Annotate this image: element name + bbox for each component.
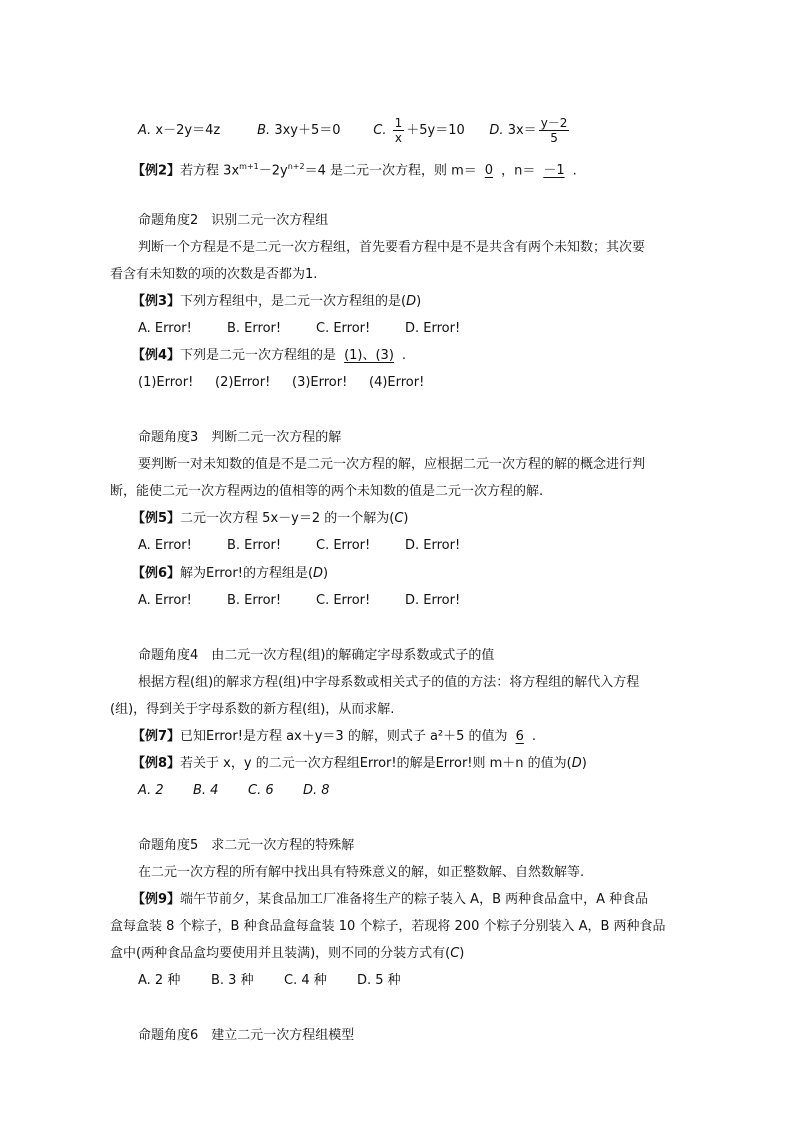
example-text: 解为Error!的方程组是( [180, 566, 314, 581]
example-tag: 【例8】 [132, 756, 181, 771]
option-b: B. Error! [227, 593, 282, 608]
option-a [138, 122, 253, 140]
answer: D [406, 294, 417, 309]
example-text: ) [323, 566, 329, 581]
option-text: x－2y＝4z [155, 123, 221, 138]
example-tag: 【例4】 [132, 348, 181, 363]
example-tag: 【例2】 [132, 163, 181, 179]
example-5 [132, 510, 408, 528]
option-c: C. Error! [316, 321, 371, 336]
answer: D [571, 756, 582, 771]
example-7 [132, 728, 536, 746]
options-row [138, 320, 460, 338]
section-paragraph: 根据方程(组)的解求方程(组)中字母系数或相关式子的值的方法：将方程组的解代入方程 [138, 675, 640, 690]
example-2 [132, 158, 577, 180]
fraction-denominator: 5 [550, 131, 558, 145]
option-d: D. Error! [405, 538, 461, 553]
option-b: B. 3 种 [211, 973, 254, 988]
option-b: B. 4 [193, 783, 219, 798]
option-4: (4)Error! [369, 375, 425, 390]
fraction [393, 116, 405, 145]
option-c: C. 4 种 [284, 973, 327, 988]
fraction-denominator: x [394, 131, 403, 145]
answer-blank: 6 [515, 729, 524, 744]
example-3 [132, 293, 421, 311]
example-text: . [531, 729, 536, 744]
example-text: 下列方程组中，是二元一次方程组的是( [180, 294, 407, 309]
fraction-numerator: y－2 [540, 116, 568, 130]
section-paragraph: 要判断一对未知数的值是不是二元一次方程的解，应根据二元一次方程的解的概念进行判 [138, 457, 646, 472]
option-a: A. Error! [138, 321, 192, 336]
example-text: 下列是二元一次方程组的是 [180, 348, 337, 363]
fraction-numerator: 1 [394, 116, 403, 130]
example-text: 已知Error!是方程 ax＋y＝3 的解，则式子 a²＋5 的值为 [180, 729, 508, 744]
option-b: B. Error! [227, 321, 282, 336]
option-3: (3)Error! [292, 375, 348, 390]
section-paragraph: 判断一个方程是不是二元一次方程组，首先要看方程中是不是共含有两个未知数；其次要 [138, 240, 646, 255]
option-a: A. 2 种 [138, 973, 181, 988]
example-text: ＝4 是二元一次方程，则 m＝ [304, 163, 477, 179]
option-text: 3xy＋5＝0 [274, 123, 341, 138]
example-text: 二元一次方程 5x－y＝2 的一个解为( [180, 511, 395, 526]
example-text: ) [403, 511, 409, 526]
section-paragraph: 看含有未知数的项的次数是否都为1. [110, 267, 318, 282]
example-text: 若关于 x，y 的二元一次方程组Error!的解是Error!则 m＋n 的值为( [180, 756, 572, 771]
section-heading: 命题角度3 判断二元一次方程的解 [138, 430, 342, 445]
options-row [138, 972, 401, 990]
example-text: －2y [258, 163, 288, 179]
example-text: 端午节前夕，某食品加工厂准备将生产的粽子装入 A，B 两种食品盒中，A 种食品 [180, 892, 649, 907]
option-c [373, 116, 485, 145]
example-text: ) [416, 294, 422, 309]
example-tag: 【例6】 [132, 566, 181, 581]
example-text: . [572, 163, 577, 179]
example-text: 若方程 3x [180, 163, 240, 179]
fraction [539, 116, 570, 145]
example-text: ) [581, 756, 587, 771]
answer-blank: －1 [543, 163, 565, 179]
section-paragraph: 在二元一次方程的所有解中找出具有特殊意义的解，如正整数解、自然数解等. [138, 865, 585, 880]
answer: D [313, 566, 324, 581]
option-c: C. Error! [316, 593, 371, 608]
question-options-row [138, 116, 571, 145]
example-6 [132, 565, 328, 583]
answer: C [394, 511, 404, 526]
option-label: B. [257, 123, 271, 138]
example-4 [132, 347, 406, 365]
option-label: D. [489, 123, 504, 138]
example-9 [132, 891, 648, 909]
option-d: D. 8 [303, 783, 330, 798]
example-tag: 【例9】 [132, 892, 181, 907]
example-text: ，n＝ [501, 163, 536, 179]
options-row [138, 374, 424, 392]
example-tag: 【例5】 [132, 511, 181, 526]
option-1: (1)Error! [138, 375, 194, 390]
option-label: A. [138, 123, 152, 138]
example-9-line-2: 盒每盒装 8 个粽子，B 种食品盒每盒装 10 个粽子，若现将 200 个粽子分别装入 A，B 两种食品 [110, 919, 666, 934]
answer-blank: (1)、(3) [344, 348, 394, 363]
option-text: ＋5y＝10 [406, 123, 465, 138]
section-heading: 命题角度6 建立二元一次方程组模型 [138, 1028, 355, 1043]
example-tag: 【例3】 [132, 294, 181, 309]
option-label: C. [373, 123, 387, 138]
option-d: D. 5 种 [357, 973, 401, 988]
section-heading: 命题角度2 识别二元一次方程组 [138, 213, 329, 228]
option-b [257, 122, 369, 140]
section-paragraph: (组)，得到关于字母系数的新方程(组)，从而求解. [110, 702, 395, 717]
option-text: 3x＝ [507, 123, 537, 138]
option-a: A. Error! [138, 593, 192, 608]
options-row [138, 782, 330, 800]
example-tag: 【例7】 [132, 729, 181, 744]
option-b: B. Error! [227, 538, 282, 553]
answer-blank: 0 [484, 163, 494, 179]
example-text: 盒中(两种食品盒均要使用并且装满)，则不同的分装方式有( [110, 946, 451, 961]
options-row [138, 537, 460, 555]
option-a: A. 2 [138, 783, 164, 798]
option-c: C. 6 [248, 783, 274, 798]
superscript: n+2 [287, 162, 305, 171]
superscript: m+1 [239, 162, 259, 171]
option-d: D. Error! [405, 593, 461, 608]
option-c: C. Error! [316, 538, 371, 553]
option-d [489, 116, 571, 145]
example-text: . [401, 348, 407, 363]
section-paragraph: 断，能使二元一次方程两边的值相等的两个未知数的值是二元一次方程的解. [110, 484, 544, 499]
option-d: D. Error! [405, 321, 461, 336]
example-text: ) [459, 946, 465, 961]
options-row [138, 592, 460, 610]
option-2: (2)Error! [215, 375, 271, 390]
option-a: A. Error! [138, 538, 192, 553]
section-heading: 命题角度5 求二元一次方程的特殊解 [138, 838, 355, 853]
answer: C [450, 946, 460, 961]
section-heading: 命题角度4 由二元一次方程(组)的解确定字母系数或式子的值 [138, 648, 495, 663]
example-8 [132, 755, 587, 773]
example-9-line-3 [110, 945, 464, 963]
